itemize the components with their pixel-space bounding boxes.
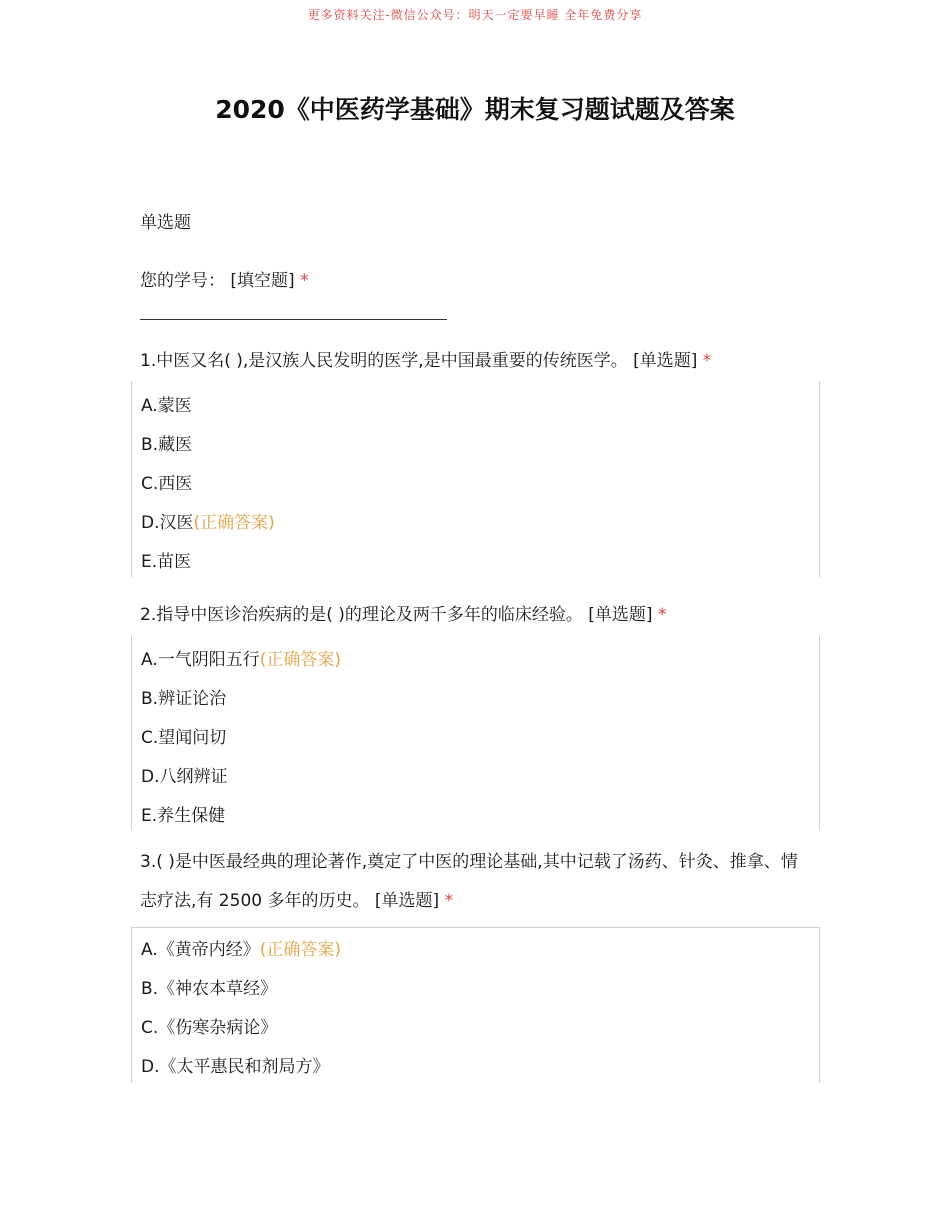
option-label: A.《黄帝内经》 xyxy=(141,940,260,960)
required-mark: * xyxy=(444,891,454,911)
student-id-input-line[interactable] xyxy=(140,319,447,320)
option-label: C.望闻问切 xyxy=(141,728,227,748)
student-id-label: 您的学号： xyxy=(140,271,225,291)
option-label: B.辨证论治 xyxy=(141,689,227,709)
section-label: 单选题 xyxy=(140,213,191,233)
option-2a[interactable] xyxy=(141,645,341,670)
required-mark: * xyxy=(702,351,712,371)
promo-header-note: 更多资料关注-微信公众号：明天一定要早睡 全年免费分享 xyxy=(307,8,643,22)
option-2c[interactable] xyxy=(141,723,226,748)
question-1-options xyxy=(131,381,820,577)
option-3a[interactable] xyxy=(141,935,341,960)
student-id-question xyxy=(140,266,309,291)
question-3-options xyxy=(131,927,820,1083)
question-2-text: 2.指导中医诊治疾病的是( )的理论及两千多年的临床经验。 xyxy=(140,605,583,625)
option-2b[interactable] xyxy=(141,684,226,709)
question-2-type-tag: [单选题] xyxy=(588,605,653,625)
option-label: D.八纲辨证 xyxy=(141,767,228,787)
option-label: D.《太平惠民和剂局方》 xyxy=(141,1057,330,1077)
student-id-type-tag: [填空题] xyxy=(230,271,295,291)
option-1b[interactable] xyxy=(141,430,192,455)
option-1a[interactable] xyxy=(141,391,192,416)
option-label: B.藏医 xyxy=(141,435,193,455)
option-label: A.蒙医 xyxy=(141,396,192,416)
question-1 xyxy=(140,346,711,371)
question-2-options xyxy=(131,635,820,830)
option-label: C.《伤寒杂病论》 xyxy=(141,1018,278,1038)
option-3d[interactable] xyxy=(141,1052,330,1077)
option-2d[interactable] xyxy=(141,762,228,787)
question-2 xyxy=(140,600,666,625)
correct-answer-marker: (正确答案) xyxy=(259,940,341,960)
required-mark: * xyxy=(300,271,309,291)
option-label: B.《神农本草经》 xyxy=(141,979,278,999)
option-label: E.苗医 xyxy=(141,552,192,572)
option-2e[interactable] xyxy=(141,801,225,826)
option-label: A.一气阴阳五行 xyxy=(141,650,260,670)
question-3-text: 3.( )是中医最经典的理论著作,奠定了中医的理论基础,其中记载了汤药、针灸、推拿、情志疗法,有 2500 多年的历史。 xyxy=(140,852,798,911)
document-title: 2020《中医药学基础》期末复习题试题及答案 xyxy=(215,95,735,124)
option-1c[interactable] xyxy=(141,469,192,494)
question-1-text: 1.中医又名( ),是汉族人民发明的医学,是中国最重要的传统医学。 xyxy=(140,351,628,371)
option-label: C.西医 xyxy=(141,474,193,494)
option-label: D.汉医 xyxy=(141,513,194,533)
option-1d[interactable] xyxy=(141,508,275,533)
required-mark: * xyxy=(657,605,667,625)
correct-answer-marker: (正确答案) xyxy=(193,513,275,533)
option-label: E.养生保健 xyxy=(141,806,226,826)
option-1e[interactable] xyxy=(141,547,191,572)
correct-answer-marker: (正确答案) xyxy=(259,650,341,670)
question-1-type-tag: [单选题] xyxy=(633,351,698,371)
question-3-type-tag: [单选题] xyxy=(374,891,440,911)
question-3 xyxy=(140,843,810,921)
option-3b[interactable] xyxy=(141,974,277,999)
option-3c[interactable] xyxy=(141,1013,277,1038)
